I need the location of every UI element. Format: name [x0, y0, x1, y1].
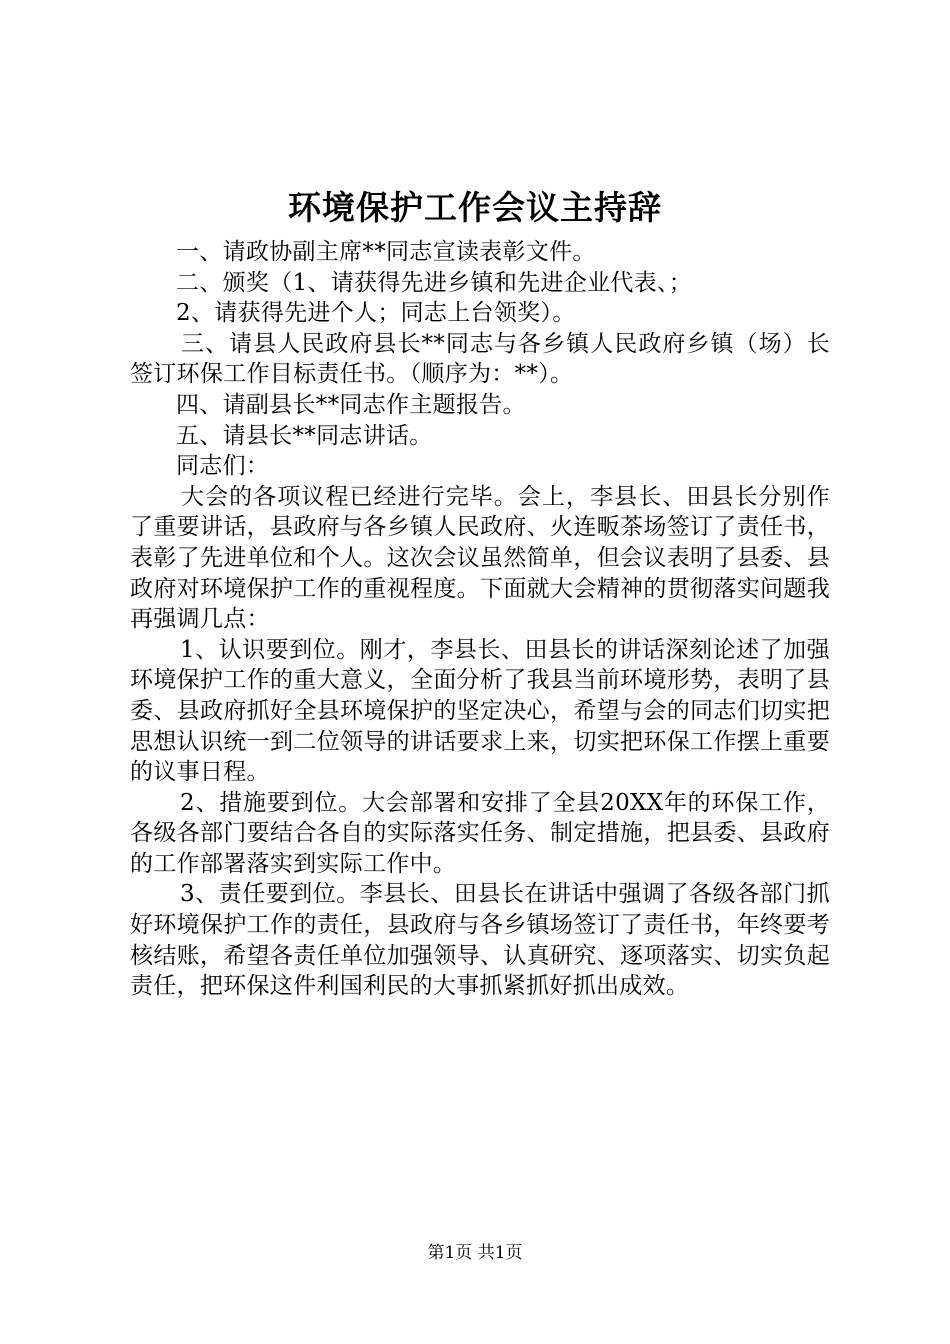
point-3-paragraph: 3、责任要到位。李县长、田县长在讲话中强调了各级各部门抓好环境保护工作的责任，县政府与各乡镇场签订了责任书，年终要考核结账，希望各责任单位加强领导、认真研究、逐项落实、切实负起责任，把环保这件利国利民的大事抓紧抓好抓出成效。 [130, 881, 830, 1000]
point-2-paragraph: 2、措施要到位。大会部署和安排了全县20XX年的环保工作，各级各部门要结合各自的实际落实任务、制定措施，把县委、县政府的工作部署落实到实际工作中。 [130, 789, 830, 877]
point-1-paragraph: 1、认识要到位。刚才，李县长、田县长的讲话深刻论述了加强环境保护工作的重大意义，全面分析了我县当前环境形势，表明了县委、县政府抓好全县环境保护的坚定决心，希望与会的同志们切实把思想认识统一到二位领导的讲话要求上来，切实把环保工作摆上重要的议事日程。 [130, 636, 830, 786]
document-title: 环境保护工作会议主持辞 [288, 188, 662, 227]
agenda-item-2-continued: 2、请获得先进个人；同志上台领奖）。 [176, 300, 576, 327]
agenda-item-1: 一、请政协副主席**同志宣读表彰文件。 [176, 239, 596, 265]
closing-summary-paragraph: 大会的各项议程已经进行完毕。会上，李县长、田县长分别作了重要讲话，县政府与各乡镇人民政府、火连畈茶场签订了责任书，表彰了先进单位和个人。这次会议虽然简单，但会议表明了县委、县政府对环境保护工作的重视程度。下面就大会精神的贯彻落实问题我再强调几点： [130, 483, 830, 633]
page-number-footer: 第1页 共1页 [427, 1243, 523, 1263]
salutation: 同志们： [176, 453, 270, 480]
document-body [130, 237, 830, 1002]
agenda-item-3: 三、请县人民政府县长**同志与各乡镇人民政府乡镇（场）长签订环保工作目标责任书。（顺序为：**）。 [130, 330, 830, 388]
agenda-item-5: 五、请县长**同志讲话。 [176, 422, 433, 449]
agenda-item-4: 四、请副县长**同志作主题报告。 [176, 391, 526, 418]
agenda-item-2: 二、颁奖（1、请获得先进乡镇和先进企业代表、； [176, 269, 693, 296]
